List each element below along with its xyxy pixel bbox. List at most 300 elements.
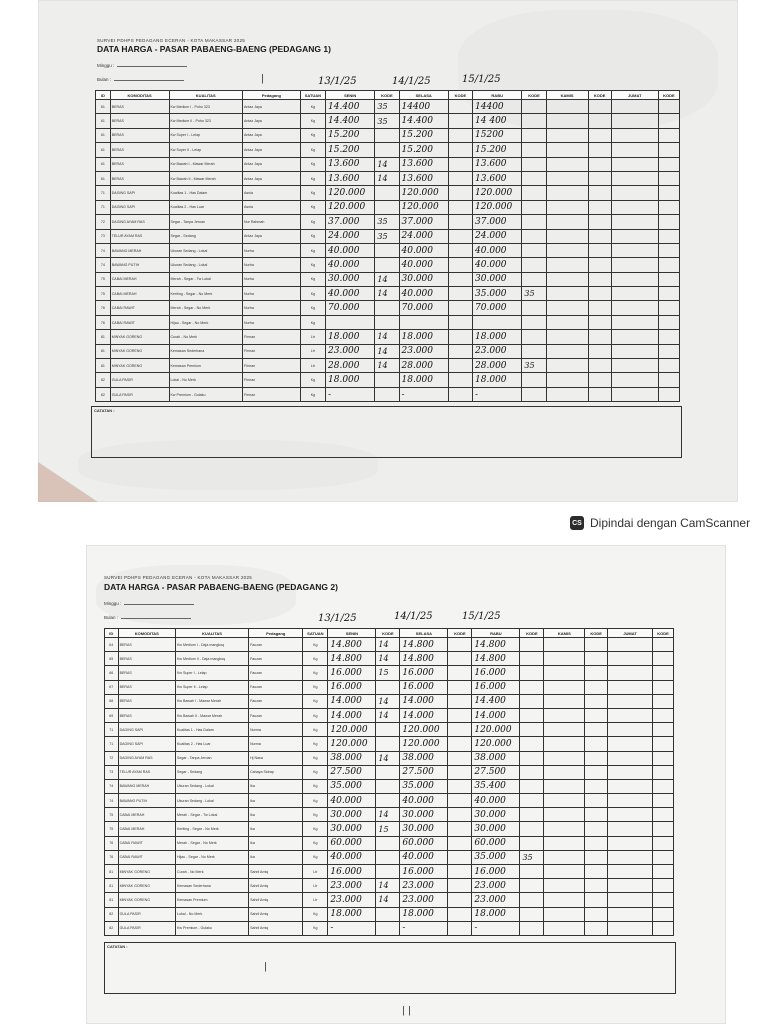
table-cell [653, 751, 674, 765]
table-cell [608, 779, 653, 793]
table-cell: Nurha [243, 301, 301, 315]
table-cell [448, 143, 472, 157]
table-cell: 30.000 [473, 272, 522, 286]
table-row [105, 680, 674, 694]
document-title: DATA HARGA - PASAR PABAENG-BAENG (PEDAGANG 1) [97, 44, 331, 54]
table-cell: 35.000 [328, 779, 376, 793]
table-cell [658, 215, 679, 229]
table-cell [376, 765, 400, 779]
table-cell [611, 215, 658, 229]
table-row [105, 850, 674, 864]
table-cell [611, 387, 658, 401]
table-cell: DAGING AYAM RAS [118, 751, 175, 765]
table-cell: 14 [375, 287, 399, 301]
table-cell: Ika [249, 850, 303, 864]
table-cell: Ika [249, 794, 303, 808]
table-cell: 23.000 [400, 893, 448, 907]
table-cell: BERAS [118, 680, 175, 694]
table-cell: BERAS [118, 666, 175, 680]
table-cell [544, 893, 585, 907]
table-cell: Kw Super I - Lelap [175, 666, 248, 680]
table-cell: 40.000 [472, 794, 520, 808]
table-cell: 16.000 [328, 666, 376, 680]
table-cell [611, 100, 658, 114]
table-cell [520, 893, 544, 907]
table-cell: 73 [105, 765, 119, 779]
table-cell [522, 344, 546, 358]
table-cell [546, 373, 588, 387]
table-cell: - [472, 921, 520, 935]
table-cell [611, 186, 658, 200]
table-cell [653, 865, 674, 879]
table-cell: 14 [376, 652, 400, 666]
table-cell: CABAI RAWIT [118, 836, 175, 850]
table-cell [611, 301, 658, 315]
table-cell [520, 694, 544, 708]
bulan-blank [121, 618, 191, 619]
column-header: SENIN [328, 629, 376, 638]
table-cell: Sahril Amiq [249, 893, 303, 907]
column-header: KUALITAS [169, 91, 243, 100]
table-cell: 18.000 [400, 907, 448, 921]
table-cell: Kw Bawah I - Mawar Merah [169, 157, 243, 171]
table-cell [448, 893, 472, 907]
table-cell [653, 836, 674, 850]
table-cell: 82 [105, 921, 119, 935]
table-cell: 14.000 [400, 694, 448, 708]
column-header: KAMIS [544, 629, 585, 638]
table-cell: 14 [375, 330, 399, 344]
table-cell: Kg [303, 638, 328, 652]
table-cell: 37.000 [399, 215, 448, 229]
column-header: KODE [376, 629, 400, 638]
table-cell: Ltr [303, 865, 328, 879]
table-row [105, 836, 674, 850]
table-cell: 16.000 [472, 666, 520, 680]
table-cell: Kemasan Sederhana [169, 344, 243, 358]
table-cell [448, 200, 472, 214]
table-cell: 14.000 [400, 708, 448, 722]
table-cell: Keriting - Segar - No Merk [175, 822, 248, 836]
table-cell: 23.000 [328, 893, 376, 907]
table-cell [588, 100, 611, 114]
table-cell: Kg [300, 200, 325, 214]
pen-mark: | [261, 74, 265, 84]
table-cell: Kualitas 2 - Has Luar [175, 737, 248, 751]
table-cell: 60.000 [328, 836, 376, 850]
table-cell: 81 [96, 359, 111, 373]
table-cell [653, 694, 674, 708]
table-cell [658, 157, 679, 171]
table-cell [588, 373, 611, 387]
table-cell: Asnia [243, 200, 301, 214]
survey-line: SURVEI PDHPS PEDAGANG ECERAN - KOTA MAKASSAR 2025 [104, 575, 253, 580]
table-cell [608, 723, 653, 737]
table-cell: BERAS [110, 114, 169, 128]
table-cell: Antaz Jaya [243, 128, 301, 142]
table-cell: 23.000 [326, 344, 375, 358]
table-cell [522, 373, 546, 387]
table-cell: 40.000 [400, 794, 448, 808]
table-cell: 30.000 [400, 808, 448, 822]
table-cell: BAWANG PUTIH [118, 794, 175, 808]
table-cell: 13.600 [473, 157, 522, 171]
table-cell [658, 171, 679, 185]
table-cell: 76 [105, 836, 119, 850]
table-cell [585, 638, 608, 652]
table-cell: 16.000 [472, 865, 520, 879]
table-cell: - [400, 921, 448, 935]
table-cell [658, 373, 679, 387]
table-cell [448, 186, 472, 200]
table-cell: MINYAK GORENG [110, 344, 169, 358]
table-cell [399, 315, 448, 329]
table-cell: Kg [303, 737, 328, 751]
table-cell [522, 258, 546, 272]
table-cell: Kg [300, 229, 325, 243]
table-cell: - [473, 387, 522, 401]
table-cell: GULA PASIR [118, 907, 175, 921]
table-cell [520, 708, 544, 722]
table-cell: Segar - Sedang [169, 229, 243, 243]
table-cell [375, 200, 399, 214]
table-cell [658, 359, 679, 373]
table-cell: Nurha [243, 315, 301, 329]
table-cell: Ukuran Sedang - Lokal [169, 258, 243, 272]
table-cell [448, 808, 472, 822]
table-cell [611, 315, 658, 329]
table-cell: Kw Medium II - Poho 323 [169, 114, 243, 128]
table-cell: 16.000 [472, 680, 520, 694]
table-cell: 82 [105, 907, 119, 921]
table-cell: Kualitas 1 - Has Dalam [175, 723, 248, 737]
table-cell [611, 359, 658, 373]
column-header: RABU [472, 629, 520, 638]
table-cell: Kg [300, 387, 325, 401]
table-cell [522, 229, 546, 243]
table-cell: 81 [96, 344, 111, 358]
table-cell [608, 694, 653, 708]
table-cell [546, 272, 588, 286]
table-cell [546, 215, 588, 229]
table-cell: Segar - Sedang [175, 765, 248, 779]
table-cell: 61 [96, 157, 111, 171]
table-cell: 18.000 [473, 330, 522, 344]
table-cell: 15.200 [399, 143, 448, 157]
table-cell [611, 171, 658, 185]
table-row [96, 287, 680, 301]
table-cell [520, 779, 544, 793]
table-cell [375, 315, 399, 329]
table-cell: 38.000 [328, 751, 376, 765]
table-cell [653, 893, 674, 907]
table-cell: 75 [105, 808, 119, 822]
table-cell [658, 301, 679, 315]
table-cell [448, 666, 472, 680]
table-cell: Kw Super II - Lelap [169, 143, 243, 157]
table-cell [520, 921, 544, 935]
table-cell: Kemasan Premium [169, 359, 243, 373]
table-cell [608, 921, 653, 935]
table-cell [520, 680, 544, 694]
table-cell: 40.000 [326, 287, 375, 301]
table-cell [653, 850, 674, 864]
table-cell: 13.600 [473, 171, 522, 185]
table-cell [473, 315, 522, 329]
column-header: SELASA [400, 629, 448, 638]
table-cell: 120.000 [328, 737, 376, 751]
table-cell: Antaz Jaya [243, 114, 301, 128]
table-cell [546, 171, 588, 185]
table-cell: 120.000 [400, 737, 448, 751]
table-row [96, 272, 680, 286]
table-cell [376, 907, 400, 921]
table-cell: 35 [522, 287, 546, 301]
table-cell [522, 128, 546, 142]
table-cell [448, 315, 472, 329]
table-cell: 30.000 [328, 808, 376, 822]
table-cell: 71 [96, 200, 111, 214]
table-cell: 14 [376, 694, 400, 708]
table-cell: 40.000 [328, 850, 376, 864]
table-cell [448, 387, 472, 401]
document-title: DATA HARGA - PASAR PABAENG-BAENG (PEDAGANG 2) [104, 582, 338, 592]
table-cell [658, 387, 679, 401]
table-cell [546, 243, 588, 257]
table-cell [376, 865, 400, 879]
table-cell: 18.000 [326, 373, 375, 387]
table-cell [376, 779, 400, 793]
table-cell [588, 215, 611, 229]
table-cell: 30.000 [326, 272, 375, 286]
table-cell: 16.000 [328, 865, 376, 879]
table-cell: BAWANG PUTIH [110, 258, 169, 272]
table-cell: 24.000 [399, 229, 448, 243]
table-cell [448, 751, 472, 765]
table-cell [653, 708, 674, 722]
table-cell [544, 836, 585, 850]
table-cell: 37.000 [473, 215, 522, 229]
table-cell: Hijau - Segar - No Merk [169, 315, 243, 329]
table-cell [522, 200, 546, 214]
table-cell: 14 [376, 751, 400, 765]
table-cell: Segar - Tanpa Jeroan [175, 751, 248, 765]
table-cell: Nurha [243, 243, 301, 257]
table-cell: 70.000 [473, 301, 522, 315]
table-cell: Ltr [300, 359, 325, 373]
table-cell [520, 907, 544, 921]
table-cell: Nurma [249, 723, 303, 737]
table-cell [522, 315, 546, 329]
column-header: KOMODITAS [118, 629, 175, 638]
table-cell: Kg [300, 301, 325, 315]
table-cell [653, 765, 674, 779]
table-cell [522, 272, 546, 286]
table-cell: 74 [105, 794, 119, 808]
table-cell: 23.000 [328, 879, 376, 893]
table-cell [448, 836, 472, 850]
column-header: KODE [588, 91, 611, 100]
table-cell: 14 [375, 344, 399, 358]
table-row [96, 258, 680, 272]
table-cell [544, 779, 585, 793]
table-cell: Kg [303, 907, 328, 921]
table-cell [653, 666, 674, 680]
table-row [96, 373, 680, 387]
table-cell: Kg [303, 836, 328, 850]
table-cell [585, 737, 608, 751]
table-row [105, 708, 674, 722]
column-header: KAMIS [546, 91, 588, 100]
table-cell: 18.000 [472, 907, 520, 921]
table-cell: Cahaya Sidrap [249, 765, 303, 779]
table-row [96, 128, 680, 142]
table-cell: 15.200 [473, 143, 522, 157]
table-cell [448, 157, 472, 171]
table-cell: Firman [243, 330, 301, 344]
table-cell: 120.000 [473, 186, 522, 200]
table-cell: BERAS [110, 143, 169, 157]
table-cell [585, 794, 608, 808]
table-cell: 14.000 [472, 708, 520, 722]
table-cell: GULA PASIR [110, 387, 169, 401]
table-cell [376, 680, 400, 694]
table-cell [448, 287, 472, 301]
table-cell: Kg [303, 751, 328, 765]
table-cell: 13.600 [399, 171, 448, 185]
table-cell: Kg [300, 186, 325, 200]
table-cell: 35 [375, 100, 399, 114]
table-cell [448, 879, 472, 893]
table-cell: 40.000 [400, 850, 448, 864]
table-cell: 14400 [399, 100, 448, 114]
table-cell: 14.000 [328, 708, 376, 722]
table-cell [588, 243, 611, 257]
table-cell: Kualitas 2 - Has Luar [169, 200, 243, 214]
table-cell [658, 315, 679, 329]
table-cell: Firman [243, 344, 301, 358]
table-cell: Kg [300, 215, 325, 229]
table-cell: 14.400 [326, 114, 375, 128]
table-cell [608, 907, 653, 921]
column-header: RABU [473, 91, 522, 100]
table-cell [608, 836, 653, 850]
table-cell [608, 638, 653, 652]
table-cell [520, 638, 544, 652]
table-cell: 82 [96, 387, 111, 401]
table-cell: 18.000 [326, 330, 375, 344]
table-cell [588, 258, 611, 272]
table-cell [611, 344, 658, 358]
table-cell: 81 [96, 330, 111, 344]
table-cell: 67 [105, 680, 119, 694]
table-cell [448, 794, 472, 808]
table-cell: Kw Bawah I - Mawar Merah [175, 694, 248, 708]
table-cell: 75 [96, 272, 111, 286]
table-cell: Nurha [243, 272, 301, 286]
column-header: KODE [658, 91, 679, 100]
table-cell: Antaz Jaya [243, 157, 301, 171]
table-cell: 30.000 [399, 272, 448, 286]
table-cell [653, 794, 674, 808]
table-cell: 81 [105, 893, 119, 907]
table-cell [611, 143, 658, 157]
table-cell [448, 921, 472, 935]
table-cell: 120.000 [399, 186, 448, 200]
table-cell [544, 794, 585, 808]
table-cell: 40.000 [326, 258, 375, 272]
table-row [96, 315, 680, 329]
table-cell [448, 779, 472, 793]
table-cell [448, 765, 472, 779]
table-cell: Kg [300, 157, 325, 171]
table-row [105, 865, 674, 879]
table-cell: 13.600 [399, 157, 448, 171]
survey-line: SURVEI PDHPS PEDAGANG ECERAN - KOTA MAKASSAR 2025 [97, 38, 246, 43]
table-cell [376, 921, 400, 935]
table-cell: 18.000 [328, 907, 376, 921]
table-cell [585, 822, 608, 836]
table-cell: 82 [96, 373, 111, 387]
notes-box [104, 942, 676, 994]
table-cell: CABAI RAWIT [118, 850, 175, 864]
table-cell [544, 723, 585, 737]
table-cell [375, 128, 399, 142]
table-cell [585, 751, 608, 765]
table-row [105, 737, 674, 751]
table-cell: Antaz Jaya [243, 143, 301, 157]
table-cell [608, 765, 653, 779]
table-cell [588, 114, 611, 128]
table-cell: 120.000 [473, 200, 522, 214]
table-cell: Nurha [243, 287, 301, 301]
table-cell: 75 [96, 287, 111, 301]
notes-label: CATATAN : [94, 408, 115, 413]
table-cell [544, 680, 585, 694]
table-cell: 40.000 [326, 243, 375, 257]
table-cell [608, 850, 653, 864]
table-cell: 14.800 [400, 652, 448, 666]
table-cell [448, 638, 472, 652]
table-cell [522, 157, 546, 171]
table-cell: Nur Rahmah [243, 215, 301, 229]
table-cell: 14 400 [473, 114, 522, 128]
table-cell: 120.000 [399, 200, 448, 214]
table-cell [588, 272, 611, 286]
table-cell [546, 100, 588, 114]
table-cell [546, 186, 588, 200]
table-cell [448, 822, 472, 836]
table-cell [653, 879, 674, 893]
table-cell: 74 [96, 258, 111, 272]
table-cell: - [326, 387, 375, 401]
table-cell: Kg [303, 921, 328, 935]
table-cell: Ltr [303, 879, 328, 893]
table-cell: Fauzan [249, 694, 303, 708]
column-header: KODE [520, 629, 544, 638]
table-cell: 38.000 [472, 751, 520, 765]
table-cell: 60.000 [400, 836, 448, 850]
table-cell: 28.000 [399, 359, 448, 373]
minggu-label: Minggu : [97, 63, 115, 68]
table-cell [375, 243, 399, 257]
table-cell [522, 243, 546, 257]
table-cell [608, 666, 653, 680]
table-cell: 65 [105, 652, 119, 666]
table-cell [585, 907, 608, 921]
table-cell: GULA PASIR [110, 373, 169, 387]
column-header: SENIN [326, 91, 375, 100]
